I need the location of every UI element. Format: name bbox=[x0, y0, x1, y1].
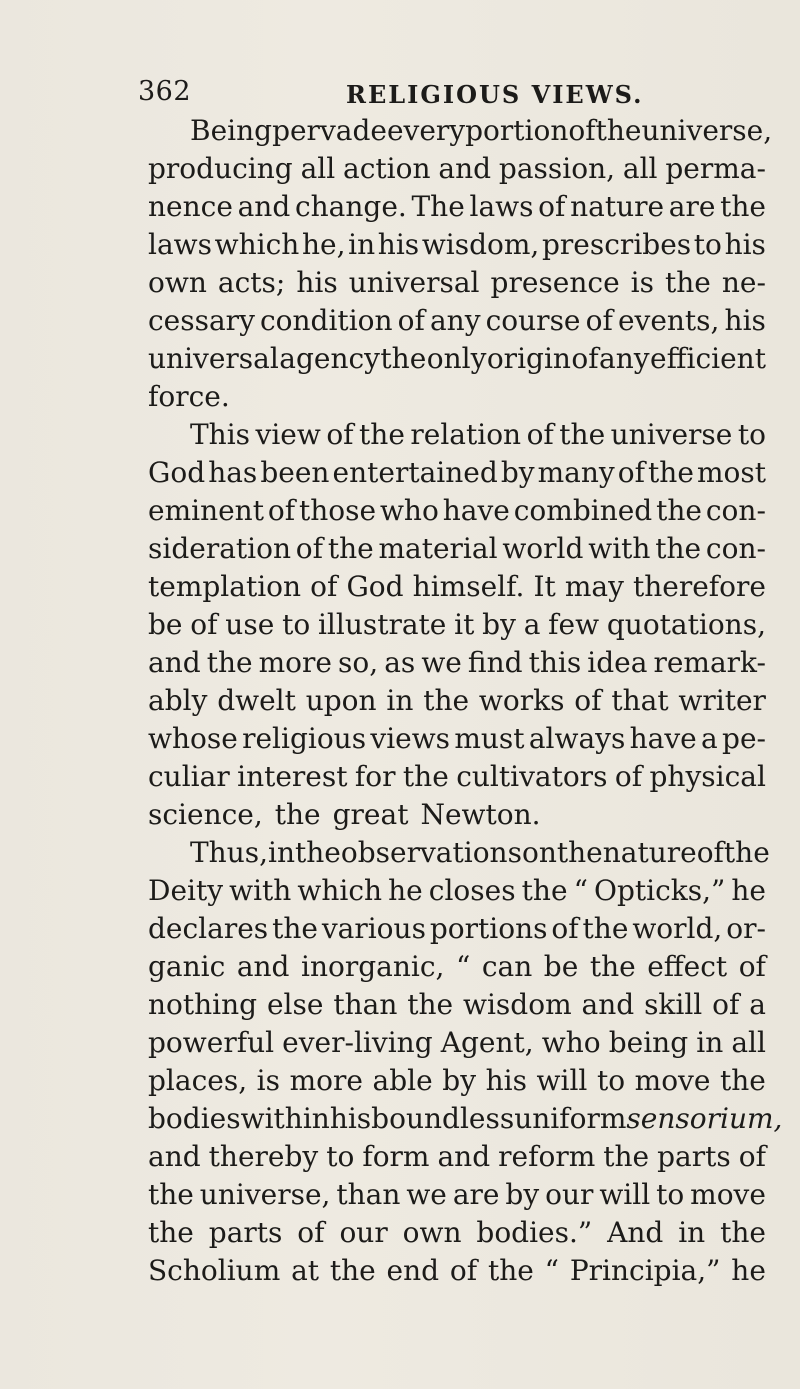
text-line: cessary condition of any course of events, his bbox=[148, 304, 766, 337]
text-line: be of use to illustrate it by a few quotations, bbox=[148, 608, 766, 641]
running-head bbox=[138, 76, 758, 116]
text-line: force. bbox=[148, 380, 230, 413]
text-line: This view of the relation of the universe to bbox=[190, 418, 766, 451]
text-line: Being pervade every portion of the universe, bbox=[190, 114, 773, 147]
text-line: bodies within his boundless uniform sensorium, bbox=[148, 1102, 783, 1135]
text-line: eminent of those who have combined the con- bbox=[148, 494, 766, 527]
text-line: ably dwelt upon in the works of that writer bbox=[148, 684, 766, 717]
header-title: RELIGIOUS VIEWS. bbox=[346, 80, 644, 109]
text-line: places, is more able by his will to move the bbox=[148, 1064, 766, 1097]
text-line: sideration of the material world with the con- bbox=[148, 532, 766, 565]
text-line: Deity with which he closes the “ Opticks,” he bbox=[148, 874, 766, 907]
text-line: laws which he, in his wisdom, prescribes to his bbox=[148, 228, 766, 261]
text-line: and thereby to form and reform the parts of bbox=[148, 1140, 766, 1173]
text-line: universal agency the only origin of any efficient bbox=[148, 342, 766, 375]
text-line: nothing else than the wisdom and skill of a bbox=[148, 988, 766, 1021]
text-line: culiar interest for the cultivators of physical bbox=[148, 760, 766, 793]
text-line: powerful ever-living Agent, who being in all bbox=[148, 1026, 766, 1059]
text-line: declares the various portions of the world, or- bbox=[148, 912, 766, 945]
text-line: producing all action and passion, all perma- bbox=[148, 152, 766, 185]
body-text bbox=[148, 112, 783, 1290]
text-line: templation of God himself. It may therefore bbox=[148, 570, 766, 603]
text-line: the parts of our own bodies.” And in the bbox=[148, 1216, 766, 1249]
text-line: God has been entertained by many of the most bbox=[148, 456, 766, 489]
text-line: nence and change. The laws of nature are the bbox=[148, 190, 766, 223]
text-line: ganic and inorganic, “ can be the effect of bbox=[148, 950, 766, 983]
text-line: own acts; his universal presence is the ne- bbox=[148, 266, 766, 299]
text-line: science, the great Newton. bbox=[148, 798, 541, 831]
page-number: 362 bbox=[138, 76, 192, 107]
text-line: whose religious views must always have a pe- bbox=[148, 722, 766, 755]
text-line: Thus, in the observations on the nature of the bbox=[190, 836, 770, 869]
text-line: Scholium at the end of the “ Principia,” he bbox=[148, 1254, 766, 1287]
text-line: and the more so, as we find this idea remark- bbox=[148, 646, 766, 679]
text-line: the universe, than we are by our will to move bbox=[148, 1178, 766, 1211]
